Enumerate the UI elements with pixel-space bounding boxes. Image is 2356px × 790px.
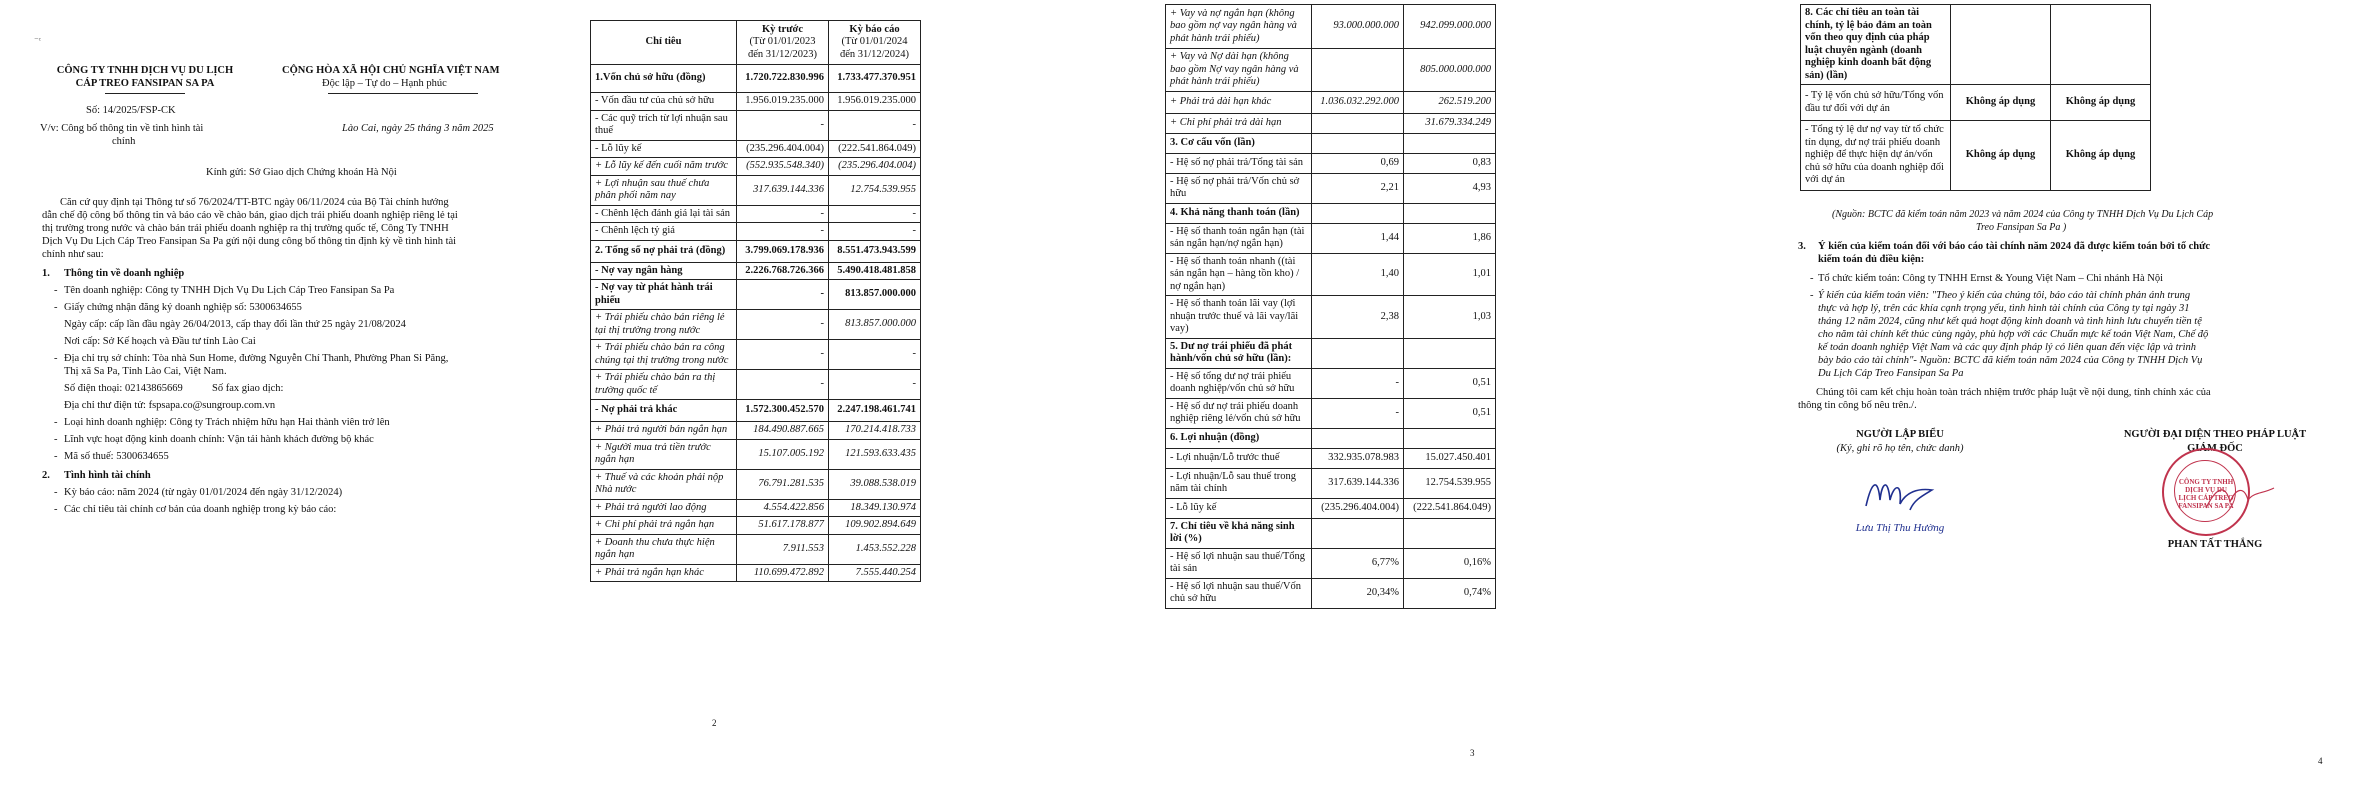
table-row [591, 439, 921, 469]
row-previous-value: 20,34% [1312, 578, 1404, 608]
row-label: - Các quỹ trích từ lợi nhuận sau thuế [591, 110, 737, 140]
row-label: - Hệ số thanh toán nhanh ((tài sản ngắn hạn – hàng tồn kho) / nợ ngắn hạn) [1166, 253, 1312, 296]
row-previous-value [1312, 113, 1404, 133]
row-label: - Hệ số nợ phải trả/Tổng tài sản [1166, 153, 1312, 173]
license-date: Ngày cấp: cấp lần đầu ngày 26/04/2013, cấp thay đổi lần thứ 25 ngày 21/08/2024 [64, 319, 406, 330]
audit-opinion-line-5: kế toán doanh nghiệp Việt Nam và các quy định pháp lý có liên quan đến việc lập và trình [1818, 342, 2197, 353]
table-row [1166, 5, 1496, 49]
row-label: + Trái phiếu chào bán ra công chúng tại thị trường trong nước [591, 340, 737, 370]
table-row [591, 564, 921, 582]
legal-representative-name: PHAN TẤT THẮNG [2167, 539, 2263, 550]
row-previous-value: - [737, 205, 829, 223]
table-row [1166, 133, 1496, 153]
company-name-header: CÔNG TY TNHH DỊCH VỤ DU LỊCH [56, 65, 234, 76]
republic-title: CỘNG HÒA XÃ HỘI CHỦ NGHĨA VIỆT NAM [282, 65, 500, 76]
row-previous-value: (552.935.548.340) [737, 158, 829, 176]
row-label: 3. Cơ cấu vốn (lần) [1166, 133, 1312, 153]
section-1-title: Thông tin về doanh nghiệp [64, 268, 185, 279]
header-previous-title: Kỳ trước [762, 23, 803, 35]
dash-3: - [54, 353, 58, 364]
row-label: + Phải trả người lao động [591, 499, 737, 517]
row-current-value: 0,16% [1404, 548, 1496, 578]
header-current-period [829, 21, 921, 65]
row-previous-value: Không áp dụng [1951, 121, 2051, 191]
row-label: - Nợ vay từ phát hành trái phiếu [591, 280, 737, 310]
row-current-value: 1.956.019.235.000 [829, 93, 921, 111]
intro-line-5: chính như sau: [42, 249, 104, 260]
row-current-value: 0,51 [1404, 398, 1496, 428]
table-body-page-3 [1166, 5, 1496, 609]
row-label: 5. Dư nợ trái phiếu đã phát hành/vốn chủ sở hữu (lần): [1166, 338, 1312, 368]
row-current-value [1404, 518, 1496, 548]
row-previous-value: 4.554.422.856 [737, 499, 829, 517]
row-current-value: 813.857.000.000 [829, 310, 921, 340]
row-label: 1.Vốn chủ sở hữu (đồng) [591, 65, 737, 93]
row-previous-value [1312, 518, 1404, 548]
audit-opinion-line-2: thực và hợp lý, trên các khía cạnh trọng yếu, tình hình tài chính của Công ty tại ngày 31 [1818, 303, 2190, 314]
row-previous-value: 1.956.019.235.000 [737, 93, 829, 111]
row-current-value: (222.541.864.049) [829, 140, 921, 158]
row-previous-value: - [737, 110, 829, 140]
table-row [1166, 448, 1496, 468]
table-row [1166, 498, 1496, 518]
row-label: - Hệ số nợ phải trả/Vốn chủ sở hữu [1166, 173, 1312, 203]
table-row [591, 370, 921, 400]
header-indicator: Chỉ tiêu [591, 21, 737, 65]
source-note-line2: Treo Fansipan Sa Pa ) [1976, 222, 2067, 233]
row-label: - Hệ số thanh toán ngắn hạn (tài sản ngắn hạn/nợ ngắn hạn) [1166, 223, 1312, 253]
table-row [1166, 49, 1496, 92]
row-label: - Tổng tỷ lệ dư nợ vay từ tổ chức tín dụng, dư nợ trái phiếu doanh nghiệp để thực hiện dự án/vốn chủ sở hữu của doanh nghiệp đối với dự án [1801, 121, 1951, 191]
row-current-value: 121.593.633.435 [829, 439, 921, 469]
row-previous-value: 317.639.144.336 [737, 175, 829, 205]
table-row [1166, 368, 1496, 398]
row-current-value: (222.541.864.049) [1404, 498, 1496, 518]
document-number: Số: 14/2025/FSP-CK [86, 105, 176, 116]
table-row [591, 310, 921, 340]
section-3-number: 3. [1798, 241, 1806, 252]
row-label: + Phải trả ngắn hạn khác [591, 564, 737, 582]
row-label: + Phải trả người bán ngắn hạn [591, 422, 737, 440]
row-label: - Nợ vay ngân hàng [591, 262, 737, 280]
source-note: (Nguồn: BCTC đã kiểm toán năm 2023 và năm 2024 của Công ty TNHH Dịch Vụ Du Lịch Cáp [1832, 209, 2214, 220]
table-row [591, 534, 921, 564]
indicators-intro: Các chỉ tiêu tài chính cơ bản của doanh nghiệp trong kỳ báo cáo: [64, 504, 337, 515]
table-row [1166, 428, 1496, 448]
table-row [1166, 338, 1496, 368]
row-label: + Trái phiếu chào bán ra thị trường quốc tế [591, 370, 737, 400]
dash-2: - [54, 302, 58, 313]
row-previous-value: 110.699.472.892 [737, 564, 829, 582]
financial-table-page-4 [1800, 4, 2151, 191]
section-1-number: 1. [42, 268, 50, 279]
row-current-value: 170.214.418.733 [829, 422, 921, 440]
dash-8: - [54, 504, 58, 515]
document-page-1 [0, 0, 590, 790]
table-row [1166, 518, 1496, 548]
row-current-value [1404, 203, 1496, 223]
row-label: - Vốn đầu tư của chủ sở hữu [591, 93, 737, 111]
dash-a: - [1810, 273, 1814, 284]
republic-motto: Độc lập – Tự do – Hạnh phúc [322, 78, 447, 89]
row-current-value: 1,01 [1404, 253, 1496, 296]
row-current-value: 18.349.130.974 [829, 499, 921, 517]
row-label: + Chi phí phải trả ngắn hạn [591, 517, 737, 535]
row-label: 2. Tổng số nợ phải trả (đồng) [591, 240, 737, 262]
row-previous-value: - [737, 340, 829, 370]
table-row [1801, 5, 2151, 85]
section-2-number: 2. [42, 470, 50, 481]
row-current-value: Không áp dụng [2051, 121, 2151, 191]
financial-table-page-3 [1165, 4, 1496, 609]
head-office-address-line2: Thị xã Sa Pa, Tỉnh Lào Cai, Việt Nam. [64, 366, 227, 377]
intro-line-4: Dịch Vụ Du Lịch Cáp Treo Fansipan Sa Pa gửi nội dung công bố thông tin định kỳ về tình hình tài [42, 236, 457, 247]
table-row [591, 469, 921, 499]
header-current-title: Kỳ báo cáo [849, 23, 900, 35]
row-current-value: 15.027.450.401 [1404, 448, 1496, 468]
row-label: - Hệ số lợi nhuận sau thuế/Tổng tài sản [1166, 548, 1312, 578]
row-previous-value [1312, 338, 1404, 368]
table-row [1166, 253, 1496, 296]
row-current-value [1404, 338, 1496, 368]
row-previous-value: 1.036.032.292.000 [1312, 91, 1404, 113]
row-current-value: 39.088.538.019 [829, 469, 921, 499]
legal-representative-title: NGƯỜI ĐẠI DIỆN THEO PHÁP LUẬT [2123, 429, 2307, 440]
table-row [591, 110, 921, 140]
row-current-value: 1.453.552.228 [829, 534, 921, 564]
row-current-value: 0,83 [1404, 153, 1496, 173]
commitment-statement: Chúng tôi cam kết chịu hoàn toàn trách nhiệm trước pháp luật về nội dung, tính chính xác của [1816, 387, 2211, 398]
row-label: + Lỗ lũy kế đến cuối năm trước [591, 158, 737, 176]
row-current-value [2051, 5, 2151, 85]
row-previous-value: 184.490.887.665 [737, 422, 829, 440]
place-and-date: Lào Cai, ngày 25 tháng 3 năm 2025 [342, 123, 494, 134]
row-label: - Tỷ lệ vốn chủ sở hữu/Tổng vốn đầu tư đối với dự án [1801, 85, 1951, 121]
table-row [591, 223, 921, 241]
row-previous-value [1951, 5, 2051, 85]
table-row [1166, 91, 1496, 113]
row-current-value: - [829, 205, 921, 223]
table-row [591, 158, 921, 176]
row-label: - Lợi nhuận/Lỗ trước thuế [1166, 448, 1312, 468]
header-underline-right [328, 93, 478, 94]
row-current-value: 31.679.334.249 [1404, 113, 1496, 133]
auditor-name: Tổ chức kiểm toán: Công ty TNHH Ernst & Young Việt Nam – Chi nhánh Hà Nội [1818, 273, 2164, 284]
table-row [591, 499, 921, 517]
row-current-value: 0,74% [1404, 578, 1496, 608]
preparer-title: NGƯỜI LẬP BIỂU [1856, 429, 1944, 440]
table-row [591, 240, 921, 262]
table-row [1166, 548, 1496, 578]
row-current-value: 2.247.198.461.741 [829, 400, 921, 422]
page-number-3: 3 [1470, 748, 1475, 758]
row-previous-value: 76.791.281.535 [737, 469, 829, 499]
page-number-2: 2 [712, 718, 717, 728]
intro-line-1: Căn cứ quy định tại Thông tư số 76/2024/TT-BTC ngày 06/11/2024 của Bộ Tài chính hướng [60, 197, 449, 208]
header-current-range: (Từ 01/01/2024 đến 31/12/2024) [839, 36, 910, 60]
audit-opinion-line-7: Du Lịch Cáp Treo Fansipan Sa Pa [1818, 368, 1964, 379]
row-label: 7. Chỉ tiêu về khả năng sinh lời (%) [1166, 518, 1312, 548]
row-label: - Hệ số thanh toán lãi vay (lợi nhuận trước thuế và lãi vay/lãi vay) [1166, 296, 1312, 339]
row-current-value: 262.519.200 [1404, 91, 1496, 113]
audit-opinion-line-3: tháng 12 năm 2024, cũng như kết quả hoạt động kinh doanh và tình hình lưu chuyển tiền tệ [1818, 316, 2202, 327]
row-current-value: - [829, 110, 921, 140]
row-current-value: - [829, 223, 921, 241]
row-current-value: 12.754.539.955 [1404, 468, 1496, 498]
table-row [1166, 153, 1496, 173]
row-previous-value: 7.911.553 [737, 534, 829, 564]
table-body-page-2 [591, 65, 921, 582]
commitment-statement-line2: thông tin công bố nêu trên./. [1798, 400, 1917, 411]
document-subject-line2: chính [112, 136, 136, 147]
row-previous-value: - [737, 280, 829, 310]
row-label: + Trái phiếu chào bán riêng lẻ tại thị trường trong nước [591, 310, 737, 340]
tax-code: Mã số thuế: 5300634655 [64, 451, 169, 462]
table-row [591, 400, 921, 422]
table-row [1166, 468, 1496, 498]
row-current-value [1404, 133, 1496, 153]
row-previous-value: 51.617.178.877 [737, 517, 829, 535]
section-2-title: Tình hình tài chính [64, 470, 151, 481]
table-row [1166, 223, 1496, 253]
row-current-value: 4,93 [1404, 173, 1496, 203]
row-previous-value: 2.226.768.726.366 [737, 262, 829, 280]
table-row [591, 340, 921, 370]
email-address: Địa chỉ thư điện tử: fspsapa.co@sungroup.com.vn [64, 400, 276, 411]
table-row [591, 262, 921, 280]
row-label: - Lỗ lũy kế [591, 140, 737, 158]
table-row [1166, 203, 1496, 223]
row-current-value: 8.551.473.943.599 [829, 240, 921, 262]
dash-b: - [1810, 290, 1814, 301]
row-label: + Phải trả dài hạn khác [1166, 91, 1312, 113]
row-current-value: 0,51 [1404, 368, 1496, 398]
row-previous-value: 1,40 [1312, 253, 1404, 296]
company-name: Tên doanh nghiệp: Công ty TNHH Dịch Vụ Du Lịch Cáp Treo Fansipan Sa Pa [64, 285, 395, 296]
company-name-header-line2: CÁP TREO FANSIPAN SA PA [75, 78, 215, 89]
document-page-3 [1130, 0, 1770, 790]
row-label: + Vay và nợ ngắn hạn (không bao gồm nợ vay ngân hàng và phát hành trái phiếu) [1166, 5, 1312, 49]
report-period: Kỳ báo cáo: năm 2024 (từ ngày 01/01/2024 đến ngày 31/12/2024) [64, 487, 343, 498]
row-previous-value: - [1312, 398, 1404, 428]
business-field: Lĩnh vực hoạt động kinh doanh chính: Vận tải hành khách đường bộ khác [64, 434, 374, 445]
row-label: - Chênh lệch tỷ giá [591, 223, 737, 241]
table-row [1166, 113, 1496, 133]
table-row [1166, 173, 1496, 203]
dash-1: - [54, 285, 58, 296]
row-label: - Nợ phải trả khác [591, 400, 737, 422]
row-previous-value [1312, 203, 1404, 223]
row-label: + Vay và Nợ dài hạn (không bao gồm Nợ vay ngân hàng và phát hành trái phiếu) [1166, 49, 1312, 92]
director-signature [2200, 478, 2280, 518]
document-page-4 [1770, 0, 2356, 790]
row-current-value: - [829, 370, 921, 400]
row-previous-value [1312, 49, 1404, 92]
head-office-address: Địa chỉ trụ sở chính: Tòa nhà Sun Home, đường Nguyễn Chí Thanh, Phường Phan Si Păng, [64, 353, 449, 364]
row-previous-value: 317.639.144.336 [1312, 468, 1404, 498]
row-current-value: 5.490.418.481.858 [829, 262, 921, 280]
table-row [591, 517, 921, 535]
row-current-value: 1.733.477.370.951 [829, 65, 921, 93]
row-previous-value: 1.720.722.830.996 [737, 65, 829, 93]
header-previous-range: (Từ 01/01/2023 đến 31/12/2023) [747, 36, 818, 60]
table-row [591, 140, 921, 158]
financial-table-page-2 [590, 20, 921, 582]
row-current-value: 12.754.539.955 [829, 175, 921, 205]
row-previous-value: - [737, 223, 829, 241]
row-label: - Lợi nhuận/Lỗ sau thuế trong năm tài chính [1166, 468, 1312, 498]
handwritten-mark: ⁻ᶜ [34, 35, 42, 45]
dash-7: - [54, 487, 58, 498]
row-previous-value: 2,21 [1312, 173, 1404, 203]
row-label: + Doanh thu chưa thực hiện ngắn hạn [591, 534, 737, 564]
row-previous-value: (235.296.404.004) [1312, 498, 1404, 518]
row-current-value [1404, 428, 1496, 448]
row-previous-value: - [737, 310, 829, 340]
row-previous-value: 6,77% [1312, 548, 1404, 578]
table-row [1166, 296, 1496, 339]
row-previous-value [1312, 428, 1404, 448]
intro-line-3: thị trường trong nước và chào bán trái phiếu doanh nghiệp ra thị trường quốc tế, Công Ty TNHH [42, 223, 449, 234]
row-current-value: 805.000.000.000 [1404, 49, 1496, 92]
row-previous-value: 15.107.005.192 [737, 439, 829, 469]
table-row [1166, 398, 1496, 428]
header-previous-period [737, 21, 829, 65]
page-number-4: 4 [2318, 756, 2323, 766]
row-label: 4. Khả năng thanh toán (lần) [1166, 203, 1312, 223]
row-label: - Hệ số tổng dư nợ trái phiếu doanh nghiệp/vốn chủ sở hữu [1166, 368, 1312, 398]
business-license: Giấy chứng nhận đăng ký doanh nghiệp số: 5300634655 [64, 302, 302, 313]
dash-5: - [54, 434, 58, 445]
company-type: Loại hình doanh nghiệp: Công ty Trách nhiệm hữu hạn Hai thành viên trở lên [64, 417, 390, 428]
phone-number: Số điện thoại: 02143865669 [64, 383, 183, 394]
document-page-2 [590, 0, 1130, 790]
table-row [591, 65, 921, 93]
row-current-value: 942.099.000.000 [1404, 5, 1496, 49]
header-underline-left [105, 93, 185, 94]
intro-line-2: dẫn chế độ công bố thông tin và báo cáo về chào bán, giao dịch trái phiếu doanh nghiệp riêng lẻ tại [42, 210, 458, 221]
row-previous-value: - [1312, 368, 1404, 398]
table-row [591, 175, 921, 205]
row-previous-value: - [737, 370, 829, 400]
row-previous-value: 0,69 [1312, 153, 1404, 173]
row-label: 8. Các chỉ tiêu an toàn tài chính, tỷ lệ bảo đảm an toàn vốn theo quy định của pháp luật chuyên ngành (doanh nghiệp kinh doanh bất động sản) (lần) [1801, 5, 1951, 85]
section-3-title-line2: kiểm toán đủ điều kiện: [1818, 254, 1925, 265]
row-previous-value [1312, 133, 1404, 153]
row-previous-value: 1.572.300.452.570 [737, 400, 829, 422]
table-row [1801, 85, 2151, 121]
row-previous-value: 93.000.000.000 [1312, 5, 1404, 49]
preparer-signature [1862, 470, 1952, 516]
audit-opinion-line-4: cho năm tài chính kết thúc cùng ngày, phù hợp với các Chuẩn mực kế toán Việt Nam, Chế độ [1818, 329, 2209, 340]
row-label: - Lỗ lũy kế [1166, 498, 1312, 518]
license-place: Nơi cấp: Sở Kế hoạch và Đầu tư tỉnh Lào Cai [64, 336, 256, 347]
row-label: - Hệ số lợi nhuận sau thuế/Vốn chủ sở hữu [1166, 578, 1312, 608]
row-label: + Người mua trả tiền trước ngắn hạn [591, 439, 737, 469]
row-current-value: 1,03 [1404, 296, 1496, 339]
row-previous-value: (235.296.404.004) [737, 140, 829, 158]
table-row [1166, 578, 1496, 608]
row-previous-value: 332.935.078.983 [1312, 448, 1404, 468]
row-previous-value: 1,44 [1312, 223, 1404, 253]
row-current-value: 7.555.440.254 [829, 564, 921, 582]
audit-opinion-line-6: bày báo cáo tài chính"- Nguồn: BCTC đã kiểm toán năm 2024 của Công ty TNHH Dịch Vụ [1818, 355, 2203, 366]
row-label: + Thuế và các khoản phải nộp Nhà nước [591, 469, 737, 499]
dash-6: - [54, 451, 58, 462]
stamp-text: CÔNG TY TNHH DỊCH VỤ DU LỊCH CÁP TREO FANSIPAN SA PA [2178, 478, 2234, 510]
table-row [591, 205, 921, 223]
preparer-name: Lưu Thị Thu Hường [1855, 522, 1945, 534]
row-label: 6. Lợi nhuận (đồng) [1166, 428, 1312, 448]
row-previous-value: Không áp dụng [1951, 85, 2051, 121]
row-current-value: (235.296.404.004) [829, 158, 921, 176]
table-row [591, 93, 921, 111]
row-previous-value: 2,38 [1312, 296, 1404, 339]
table-row [591, 422, 921, 440]
row-label: - Hệ số dư nợ trái phiếu doanh nghiệp riêng lẻ/vốn chủ sở hữu [1166, 398, 1312, 428]
row-label: + Chi phí phải trả dài hạn [1166, 113, 1312, 133]
legal-representative-position: GIÁM ĐỐC [2187, 443, 2243, 454]
row-label: + Lợi nhuận sau thuế chưa phân phối năm nay [591, 175, 737, 205]
row-current-value: 813.857.000.000 [829, 280, 921, 310]
document-subject: V/v: Công bố thông tin về tình hình tài [40, 123, 204, 134]
row-current-value: 109.902.894.649 [829, 517, 921, 535]
audit-opinion-line-1: Ý kiến của kiểm toán viên: "Theo ý kiến của chúng tôi, báo cáo tài chính phản ánh trung [1818, 290, 2191, 301]
row-current-value: Không áp dụng [2051, 85, 2151, 121]
row-label: - Chênh lệch đánh giá lại tài sản [591, 205, 737, 223]
row-current-value: 1,86 [1404, 223, 1496, 253]
table-body-page-4 [1801, 5, 2151, 191]
row-previous-value: 3.799.069.178.936 [737, 240, 829, 262]
preparer-note: (Ký, ghi rõ họ tên, chức danh) [1836, 443, 1964, 454]
fax-number: Số fax giao dịch: [212, 383, 284, 394]
dash-4: - [54, 417, 58, 428]
table-row [1801, 121, 2151, 191]
table-row [591, 280, 921, 310]
section-3-title: Ý kiến của kiểm toán đối với báo cáo tài chính năm 2024 đã được kiểm toán bởi tổ chức [1818, 241, 2211, 252]
row-current-value: - [829, 340, 921, 370]
recipient: Kính gửi: Sở Giao dịch Chứng khoán Hà Nội [206, 167, 397, 178]
